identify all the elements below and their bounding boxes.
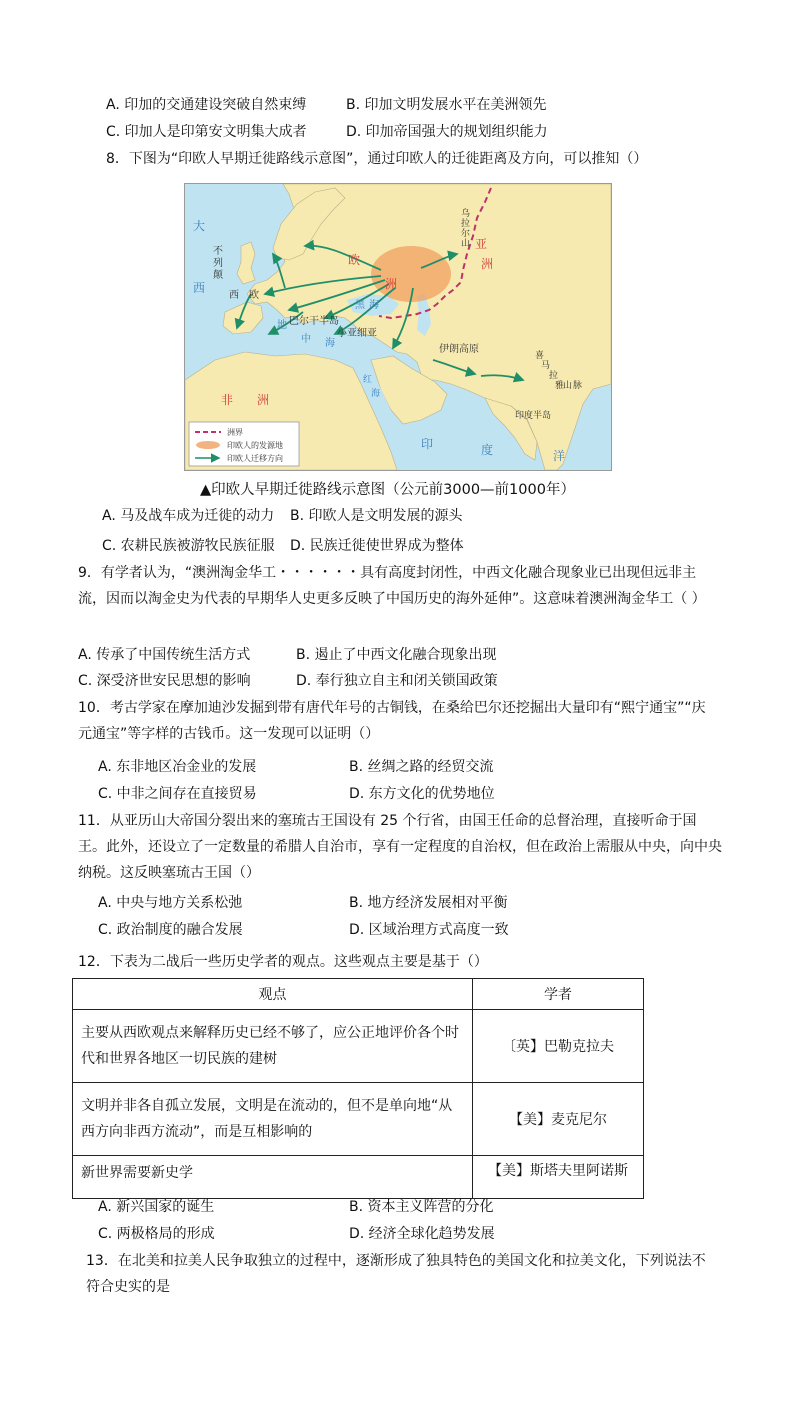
map-label-hei: 黑: [355, 300, 365, 311]
map-label-yin: 印: [421, 437, 434, 451]
map-label-bulie-2: 列: [213, 258, 223, 269]
table-header-view: 观点: [73, 979, 473, 1010]
q11-option-b: B. 地方经济发展相对平衡: [349, 895, 508, 911]
map-label-di: 地: [277, 320, 287, 331]
table-row: [73, 1010, 644, 1083]
map-label-ou: 欧: [348, 253, 361, 267]
scholars-table: [72, 978, 644, 1199]
legend-origin-swatch: [196, 441, 220, 449]
map-label-hai1: 海: [369, 300, 379, 311]
table-header-row: [73, 979, 644, 1010]
q7-option-b: B. 印加文明发展水平在美洲领先: [346, 97, 547, 113]
table-cell-scholar: 【美】斯塔夫里阿诺斯: [473, 1156, 644, 1199]
map-label-xima-3: 拉: [549, 371, 559, 381]
q7-option-a: A. 印加的交通建设突破自然束缚: [106, 97, 307, 113]
table-header-scholar: 学者: [473, 979, 644, 1010]
q8-option-a: A. 马及战车成为迁徙的动力: [102, 508, 275, 524]
q11-option-d: D. 区域治理方式高度一致: [349, 922, 509, 938]
map-label-wula-2: 拉: [461, 219, 471, 229]
map-label-hong: 红: [363, 375, 373, 385]
table-cell-scholar: 【美】麦克尼尔: [473, 1083, 644, 1156]
map-label-yilang: 伊朗高原: [439, 344, 479, 355]
table-cell-view: 新世界需要新史学: [73, 1156, 473, 1199]
q12-option-c: C. 两极格局的形成: [98, 1226, 215, 1242]
map-label-yang: 洋: [553, 449, 566, 463]
q11-option-c: C. 政治制度的融合发展: [98, 922, 243, 938]
map-label-xima-1: 喜: [535, 351, 545, 361]
map-label-bulie-1: 不: [213, 246, 223, 257]
legend-border-label: 洲界: [227, 428, 243, 437]
map-label-wula-3: 尔: [461, 229, 471, 239]
map-label-balgan: 巴尔干半岛: [289, 316, 339, 327]
map-label-feizhou: 非 洲: [221, 393, 270, 407]
table-row: [73, 1083, 644, 1156]
q8-stem: 8．下图为“印欧人早期迁徙路线示意图”，通过印欧人的迁徙距离及方向，可以推知（）: [106, 151, 648, 167]
q10-option-d: D. 东方文化的优势地位: [349, 786, 495, 802]
table-cell-scholar: 〔英】巴勒克拉夫: [473, 1010, 644, 1083]
map-label-wula-1: 乌: [461, 209, 471, 219]
q7-option-c: C. 印加人是印第安文明集大成者: [106, 124, 307, 140]
table-cell-view: 主要从西欧观点来解释历史已经不够了，应公正地评价各个时代和世界各地区一切民族的建树: [73, 1010, 473, 1083]
q9-option-c: C. 深受济世安民思想的影响: [78, 673, 251, 689]
legend-route-label: 印欧人迁移方向: [227, 454, 283, 463]
map-label-bulie-3: 颠: [213, 270, 223, 281]
map-label-xi: 西: [193, 281, 206, 295]
map-label-xima-2: 马: [541, 361, 551, 371]
map-label-zhou1: 洲: [385, 277, 398, 291]
q12-option-d: D. 经济全球化趋势发展: [349, 1226, 495, 1242]
q11-stem: 11．从亚历山大帝国分裂出来的塞琉古王国设有 25 个行省，由国王任命的总督治理，直接听命于国王。此外，还设立了一定数量的希腊人自治市，享有一定程度的自治权，但在政治上需服从中央，向中央纳税。这反映塞琉古王国（）: [78, 813, 722, 881]
map-label-da: 大: [193, 219, 206, 233]
map-label-zhou2: 洲: [481, 257, 494, 271]
q12-option-a: A. 新兴国家的诞生: [98, 1199, 215, 1215]
map-label-xima-5: 山: [563, 381, 573, 391]
q9-stem: 9．有学者认为，“澳洲淘金华工・・・・・・具有高度封闭性，中西文化融合现象业已出现但远非主流，因而以淘金史为代表的早期华人史更多反映了中国历史的海外延伸”。这意味着澳洲淘金华工（ ）: [78, 565, 706, 607]
q7-option-d: D. 印加帝国强大的规划组织能力: [346, 124, 548, 140]
map-label-xiou: 西 欧: [229, 290, 259, 301]
q8-option-d: D. 民族迁徙使世界成为整体: [290, 538, 464, 554]
map-label-wula-4: 山: [461, 239, 471, 249]
q10-stem: 10．考古学家在摩加迪沙发掘到带有唐代年号的古铜钱，在桑给巴尔还挖掘出大量印有“熙宁通宝”“庆元通宝”等字样的古钱币。这一发现可以证明（）: [78, 700, 706, 742]
q9-option-a: A. 传承了中国传统生活方式: [78, 647, 251, 663]
migration-map: [184, 183, 612, 471]
q13-stem: 13．在北美和拉美人民争取独立的过程中，逐渐形成了独具特色的美国文化和拉美文化，下列说法不符合史实的是: [86, 1253, 706, 1295]
map-label-xima-4: 雅: [555, 381, 565, 391]
legend-origin-label: 印欧人的发源地: [227, 441, 283, 450]
q9-option-b: B. 遏止了中西文化融合现象出现: [296, 647, 497, 663]
q10-option-c: C. 中非之间存在直接贸易: [98, 786, 257, 802]
origin-area: [371, 246, 451, 302]
map-label-xiaoyaxiya: 小亚细亚: [337, 328, 377, 339]
map-label-hai2: 海: [325, 338, 335, 349]
q8-option-c: C. 农耕民族被游牧民族征服: [102, 538, 275, 554]
q12-option-b: B. 资本主义阵营的分化: [349, 1199, 494, 1215]
map-label-hai3: 海: [371, 389, 381, 399]
q10-option-a: A. 东非地区冶金业的发展: [98, 759, 257, 775]
q11-option-a: A. 中央与地方关系松弛: [98, 895, 243, 911]
map-label-xima-6: 脉: [573, 381, 583, 391]
map-label-zhong: 中: [301, 334, 311, 345]
map-caption: ▲印欧人早期迁徙路线示意图（公元前3000—前1000年）: [200, 482, 575, 498]
map-label-du: 度: [481, 443, 494, 457]
q10-option-b: B. 丝绸之路的经贸交流: [349, 759, 494, 775]
table-cell-view: 文明并非各自孤立发展，文明是在流动的，但不是单向地“从西方向非西方流动”，而是互相影响的: [73, 1083, 473, 1156]
q12-stem: 12．下表为二战后一些历史学者的观点。这些观点主要是基于（）: [78, 954, 488, 970]
map-label-ya: 亚: [475, 237, 488, 251]
q9-option-d: D. 奉行独立自主和闭关锁国政策: [296, 673, 498, 689]
q8-option-b: B. 印欧人是文明发展的源头: [290, 508, 463, 524]
map-label-yindubandao: 印度半岛: [515, 411, 552, 421]
table-row: [73, 1156, 644, 1199]
map-legend: [189, 422, 299, 466]
